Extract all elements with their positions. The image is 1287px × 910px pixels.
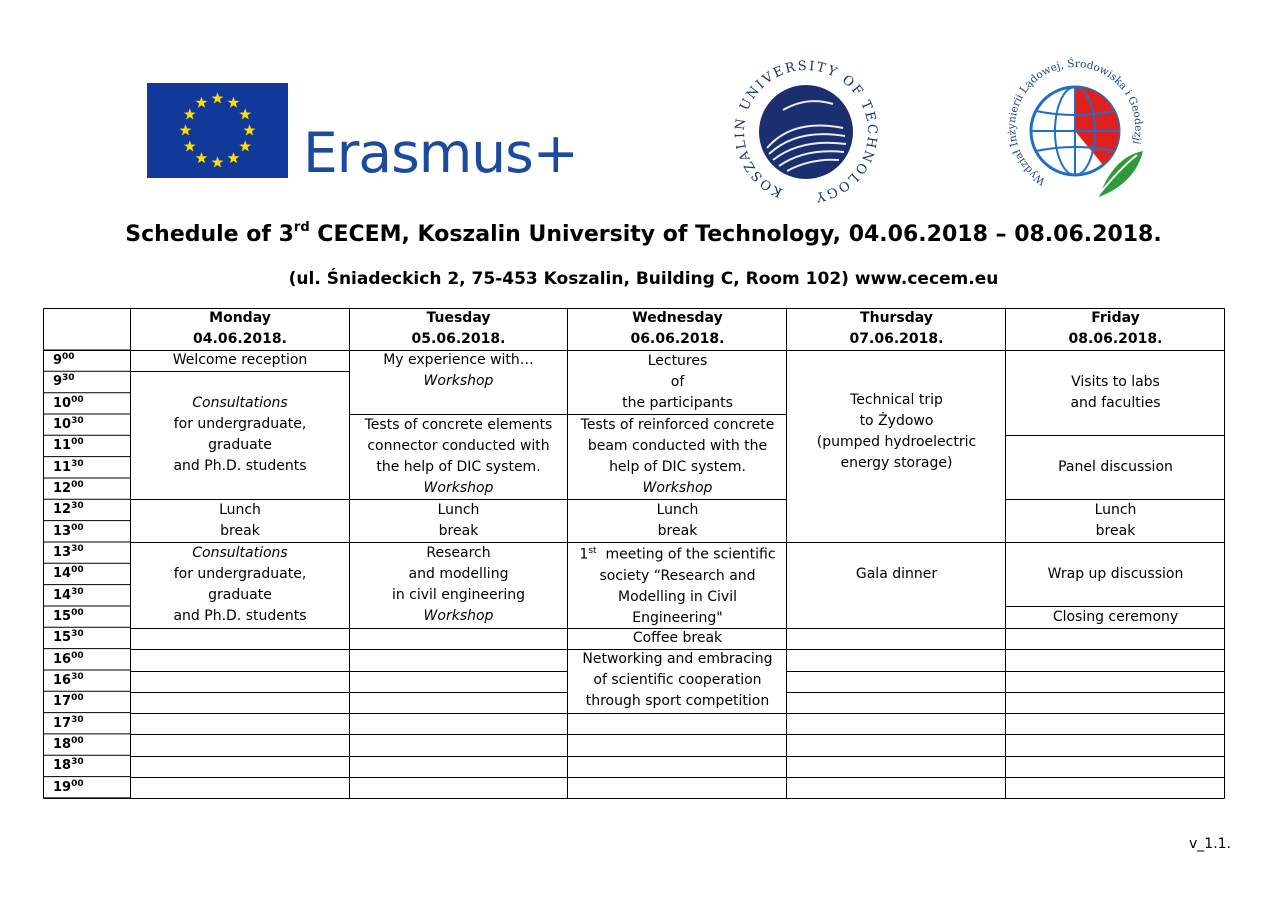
time-label: $9^{00}$ [53,352,75,368]
eu-star-icon [196,97,208,108]
koszalin-university-logo [723,58,889,206]
kut-ring-text: KOSZALIN UNIVERSITY OF TECHNOLOGY [732,58,880,205]
event-welcome-reception: Welcome reception [172,352,308,368]
day-header-thursday: Thursday 07.06.2018. [849,310,944,347]
day-header-monday: Monday 04.06.2018. [193,310,287,347]
day-header-wednesday: Wednesday 06.06.2018. [630,310,725,347]
time-label: $10^{00}$ [53,394,84,411]
time-label: $15^{00}$ [53,607,84,624]
event-panel-discussion: Panel discussion [1058,458,1173,475]
time-label: $11^{30}$ [53,458,84,475]
time-label: $12^{30}$ [53,501,84,518]
time-label: $9^{30}$ [53,373,75,390]
eu-star-icon [212,156,224,167]
event-consultations-afternoon: Consultations for undergraduate, graduate and Ph.D. students [173,545,307,624]
event-networking-sport: Networking and embracing of scientific cooperation through sport competition [582,651,773,709]
event-research-modelling: Research and modelling in civil engineering Workshop [391,545,526,624]
event-coffee-break: Coffee break [632,630,723,646]
event-lunch-tuesday: Lunch break [437,501,480,539]
event-lunch-wednesday: Lunch break [656,501,699,539]
faculty-logo [1003,55,1148,205]
event-visits-labs: Visits to labs and faculties [1070,373,1161,411]
time-label: $18^{00}$ [53,735,84,752]
eu-star-icon [228,97,240,108]
eu-stars-icon [147,83,288,178]
time-label: $15^{30}$ [53,629,84,646]
eu-star-icon [239,108,251,119]
version-label: v_1.1. [1189,836,1231,852]
time-label: $16^{00}$ [53,650,84,667]
event-lunch-friday: Lunch break [1094,501,1137,539]
time-label: $12^{00}$ [53,479,84,496]
event-scientific-society-meeting: 1st meeting of the scientific society “Research and Modelling in Civil Engineering" [579,546,776,626]
eu-star-icon [180,124,192,135]
event-tests-concrete-connector: Tests of concrete elements connector conducted with the help of DIC system. Workshop [364,416,553,496]
day-header-friday: Friday 08.06.2018. [1068,310,1163,347]
event-wrap-up-discussion: Wrap up discussion [1047,565,1184,582]
page-subtitle: (ul. Śniadeckich 2, 75-453 Koszalin, Building C, Room 102) www.cecem.eu [288,269,999,289]
time-label: $14^{30}$ [53,586,84,603]
event-consultations-morning: Consultations for undergraduate, graduate and Ph.D. students [173,395,307,474]
time-label: $19^{00}$ [53,778,84,795]
eu-flag-logo [147,83,288,178]
event-gala-dinner: Gala dinner [855,565,938,582]
eu-star-icon [184,140,196,151]
erasmus-plus-logo-text: Erasmus+ [303,121,578,185]
eu-star-icon [228,152,240,163]
time-label: $13^{00}$ [53,522,84,539]
time-label: $18^{30}$ [53,757,84,774]
eu-star-icon [239,140,251,151]
time-label: $13^{30}$ [53,543,84,560]
eu-star-icon [212,92,224,103]
faculty-ring-text: Wydział Inżynierii Lądowej, Środowiska i Geodezji [1006,57,1145,188]
time-label: $11^{00}$ [53,437,84,454]
eu-star-icon [196,152,208,163]
event-lunch-monday: Lunch break [219,501,261,539]
time-label: $16^{30}$ [53,671,84,688]
event-lectures-participants: Lectures of the participants [622,352,733,411]
day-header-tuesday: Tuesday 05.06.2018. [411,310,506,347]
event-tests-reinforced-beam: Tests of reinforced concrete beam conducted with the help of DIC system. Workshop [580,416,775,496]
event-my-experience-workshop: My experience with… Workshop [383,352,534,389]
eu-star-icon [244,124,256,135]
time-label: $17^{00}$ [53,693,84,710]
time-label: $10^{30}$ [53,415,84,432]
page-title: Schedule of 3rd CECEM, Koszalin University of Technology, 04.06.2018 – 08.06.2018. [125,220,1162,247]
time-label: $17^{30}$ [53,714,84,731]
event-technical-trip-zydowo: Technical trip to Żydowo (pumped hydroelectric energy storage) [816,392,977,471]
event-closing-ceremony: Closing ceremony [1052,608,1179,625]
eu-star-icon [184,108,196,119]
time-label: $14^{00}$ [53,565,84,582]
